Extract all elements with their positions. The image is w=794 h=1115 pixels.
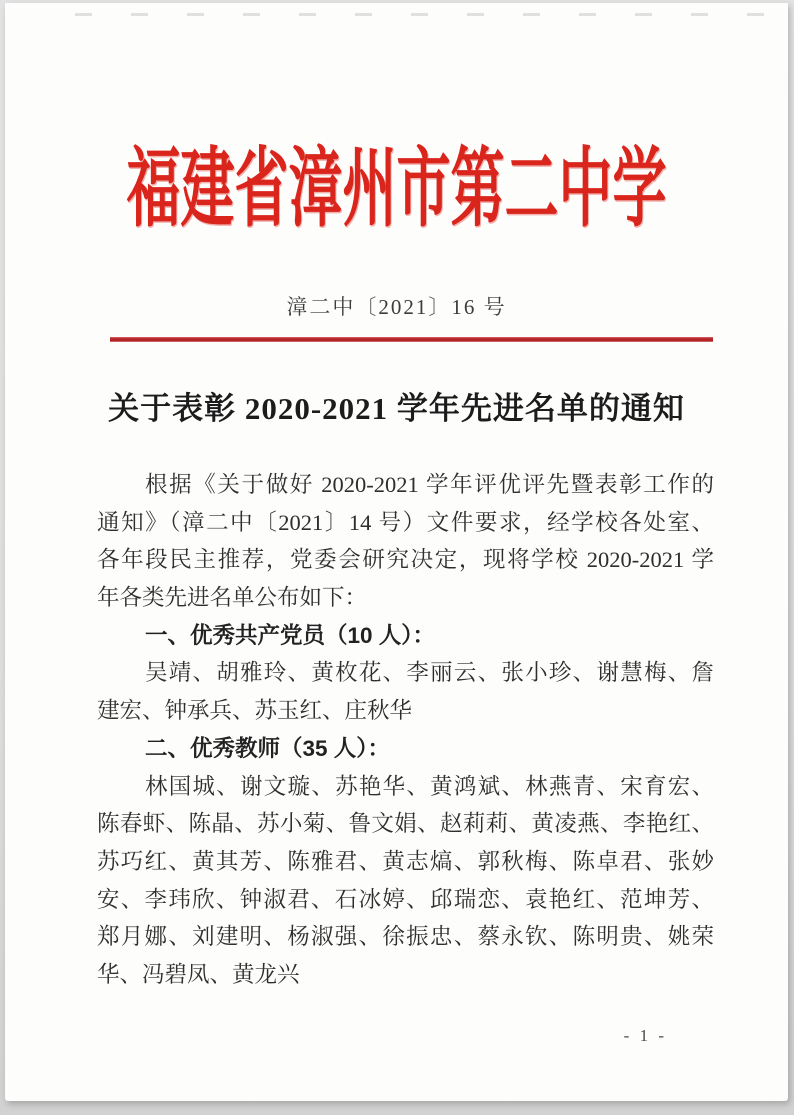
intro-line-4: 年各类先进名单公布如下：	[97, 585, 368, 611]
red-divider-line	[110, 337, 713, 342]
section-heading-excellent-teachers: 二、优秀教师（35 人）：	[145, 735, 391, 761]
intro-line-1: 根据《关于做好 2020-2021 学年评优评先暨表彰工作的	[145, 472, 714, 497]
intro-line-2: 通知》（漳二中〔2021〕14 号）文件要求，经学校各处室、	[97, 509, 714, 535]
name-line: 陈春虾、陈晶、苏小菊、鲁文娟、赵莉莉、黄凌燕、李艳红、	[97, 811, 714, 837]
name-line: 吴靖、胡雅玲、黄枚花、李丽云、张小珍、谢慧梅、詹	[145, 660, 714, 686]
name-line: 郑月娜、刘建明、杨淑强、徐振忠、蔡永钦、陈明贵、姚荣	[97, 924, 714, 950]
name-line: 苏巧红、黄其芳、陈雅君、黄志熇、郭秋梅、陈卓君、张妙	[97, 848, 714, 874]
school-name-header: 福建省漳州市第二中学	[126, 141, 667, 238]
name-line: 林国城、谢文璇、苏艳华、黄鸿斌、林燕青、宋育宏、	[145, 773, 714, 799]
scan-artifact-dashes	[75, 13, 773, 16]
notice-title: 关于表彰 2020-2021 学年先进名单的通知	[108, 391, 685, 426]
document-number: 漳二中〔2021〕16 号	[286, 295, 507, 319]
name-line: 安、李玮欣、钟淑君、石冰婷、邱瑞恋、袁艳红、范坤芳、	[97, 886, 714, 912]
name-line: 华、冯碧凤、黄龙兴	[97, 961, 300, 987]
page-number: - 1 -	[623, 1026, 667, 1045]
document-page	[5, 3, 788, 1101]
name-line: 建宏、钟承兵、苏玉红、庄秋华	[97, 698, 413, 724]
document-body	[97, 466, 714, 994]
section-heading-party-members: 一、优秀共产党员（10 人）：	[145, 622, 436, 648]
intro-line-3: 各年段民主推荐，党委会研究决定，现将学校 2020-2021 学	[97, 547, 714, 573]
